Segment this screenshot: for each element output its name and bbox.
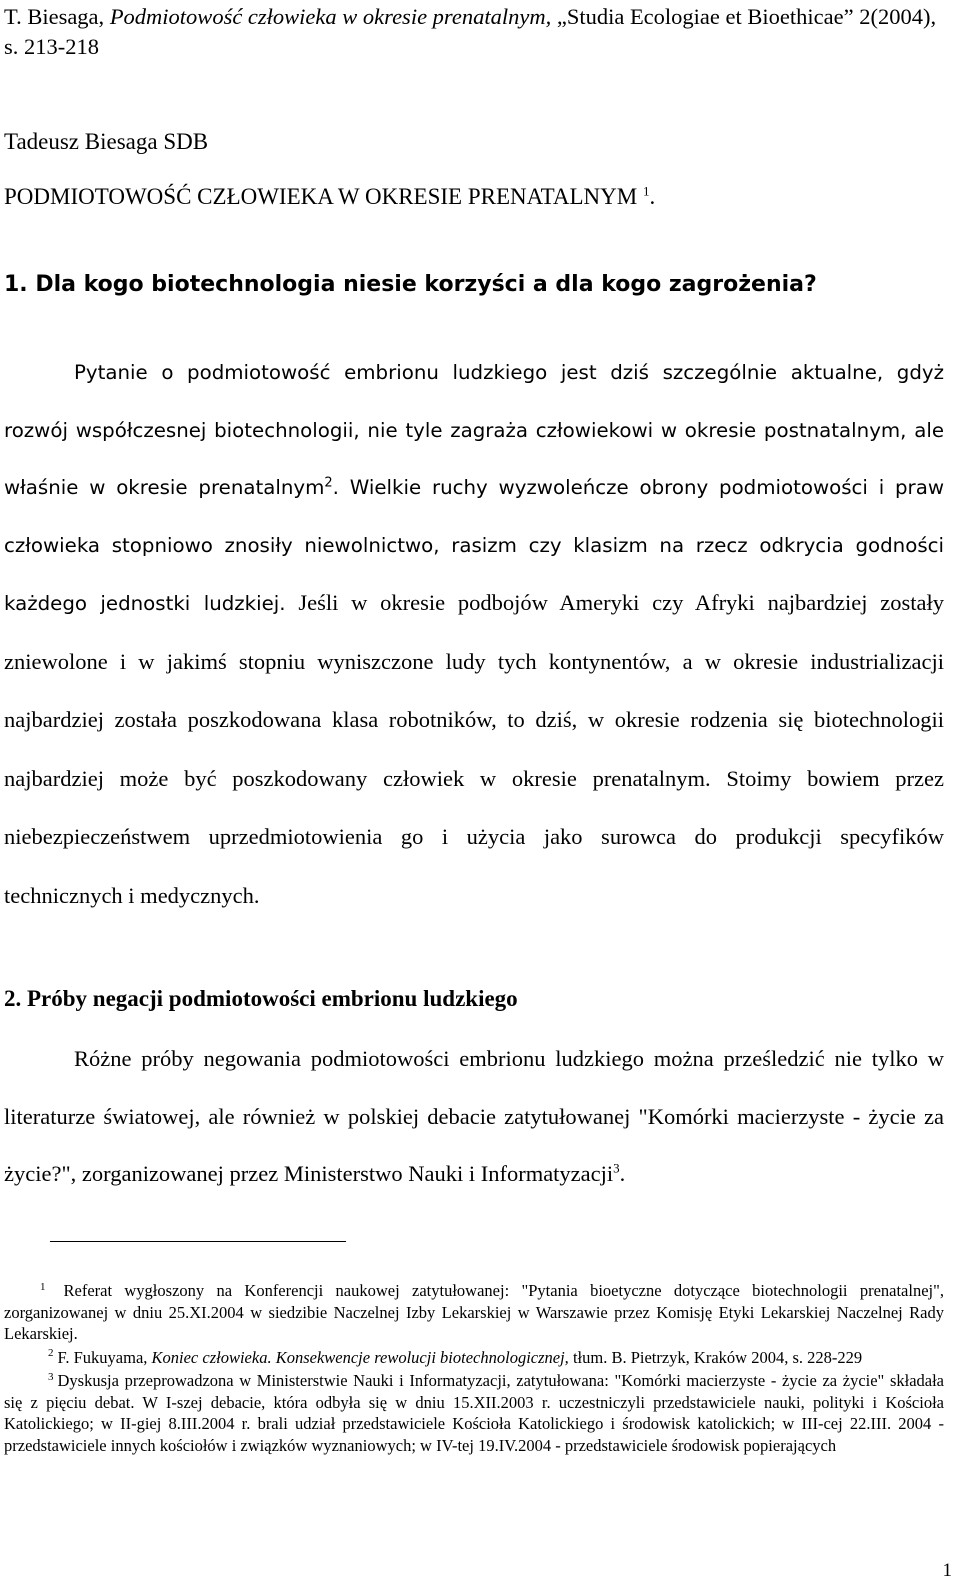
- section-1-paragraph: Pytanie o podmiotowość embrionu ludzkiego jest dziś szczególnie aktualne, gdyż rozwój współczesnej biotechnologii, nie tyle zagraża człowiekowi w okresie postnatalnym, ale właśnie w okresie prenatalnym$^2$. Wielkie ruchy wyzwoleńcze obrony podmiotowości i praw człowieka stopniowo znosiły niewolnictwo, rasizm czy klasizm na rzecz odkrycia godności każdego jednostki ludzkiej. Jeśli w okresie podbojów Ameryki czy Afryki najbardziej zostały zniewolone i w jakimś stopniu wyniszczone ludy tych kontynentów, a w okresie industrializacji najbardziej została poszkodowana klasa robotników, to dziś, w okresie rodzenia się biotechnologii najbardziej może być poszkodowany człowiek w okresie prenatalnym. Stoimy bowiem przez niebezpieczeństwem uprzedmiotowienia go i użycia jako surowca do produkcji specyfików technicznych i medycznych.: [4, 361, 944, 908]
- section-2-paragraph: Różne próby negowania podmiotowości embrionu ludzkiego można prześledzić nie tylko w literaturze światowej, ale również w polskiej debacie zatytułowanej "Komórki macierzyste - życie za życie?", zorganizowanej przez Ministerstwo Nauki i Informatyzacji$^3$.: [4, 1046, 944, 1186]
- page-number: 1: [942, 1560, 952, 1581]
- footnote-3: $^3$ Dyskusja przeprowadzona w Ministerstwie Nauki i Informatyzacji, zatytułowana: "Komórki macierzyste - życie za życie" składała się z pięciu debat. W I-szej debacie, która odbyła się w dniu 15.XII.2003 r. uczestniczyli przedstawiciele nauki, polityki i Kościoła Katolickiego; w II-giej 8.III.2004 r. brali udział przedstawiciele Kościoła Katolickiego i środowisk katolickich; w III-cej 22.III. 2004 - przedstawiciele innych kościołów i związków wyznaniowych; w IV-tej 19.IV.2004 - przedstawiciele środowisk popierających: [4, 1370, 944, 1455]
- footnote-2: $^2$ F. Fukuyama, Koniec człowieka. Konsekwencje rewolucji biotechnologicznej, tłum. B. Pietrzyk, Kraków 2004, s. 228-229: [48, 1347, 863, 1367]
- section-2-heading: 2. Próby negacji podmiotowości embrionu ludzkiego: [4, 986, 518, 1011]
- footnote-1: $^1$ Referat wygłoszony na Konferencji naukowej zatytułowanej: "Pytania bioetyczne dotyczące biotechnologii prenatalnej", zorganizowanej w dniu 25.XI.2004 w siedzibie Naczelnej Izby Lekarskiej w Warszawie przez Komisję Etyki Lekarskiej Naczelnej Rady Lekarskiej.: [4, 1280, 944, 1343]
- footnote-ref-1[interactable]: 1: [642, 183, 650, 199]
- citation-title: Podmiotowość człowieka w okresie prenatalnym,: [109, 4, 552, 29]
- article-title-text: PODMIOTOWOŚĆ CZŁOWIEKA W OKRESIE PRENATALNYM: [4, 184, 638, 209]
- article-title: PODMIOTOWOŚĆ CZŁOWIEKA W OKRESIE PRENATALNYM $^1$.: [4, 183, 656, 209]
- footnotes: [4, 1280, 944, 1458]
- citation-source: „Studia Ecologiae et Bioethicae” 2(2004), s. 213-218: [4, 4, 937, 59]
- footnote-separator: [50, 1241, 346, 1242]
- footnote-ref-3[interactable]: 3: [613, 1160, 620, 1176]
- citation-author: T. Biesaga,: [4, 4, 110, 29]
- author-name: Tadeusz Biesaga SDB: [4, 129, 209, 154]
- section-1-heading: 1. Dla kogo biotechnologia niesie korzyści a dla kogo zagrożenia?: [4, 272, 817, 297]
- footnote-ref-2[interactable]: 2: [324, 475, 333, 491]
- citation-line: [4, 2, 944, 62]
